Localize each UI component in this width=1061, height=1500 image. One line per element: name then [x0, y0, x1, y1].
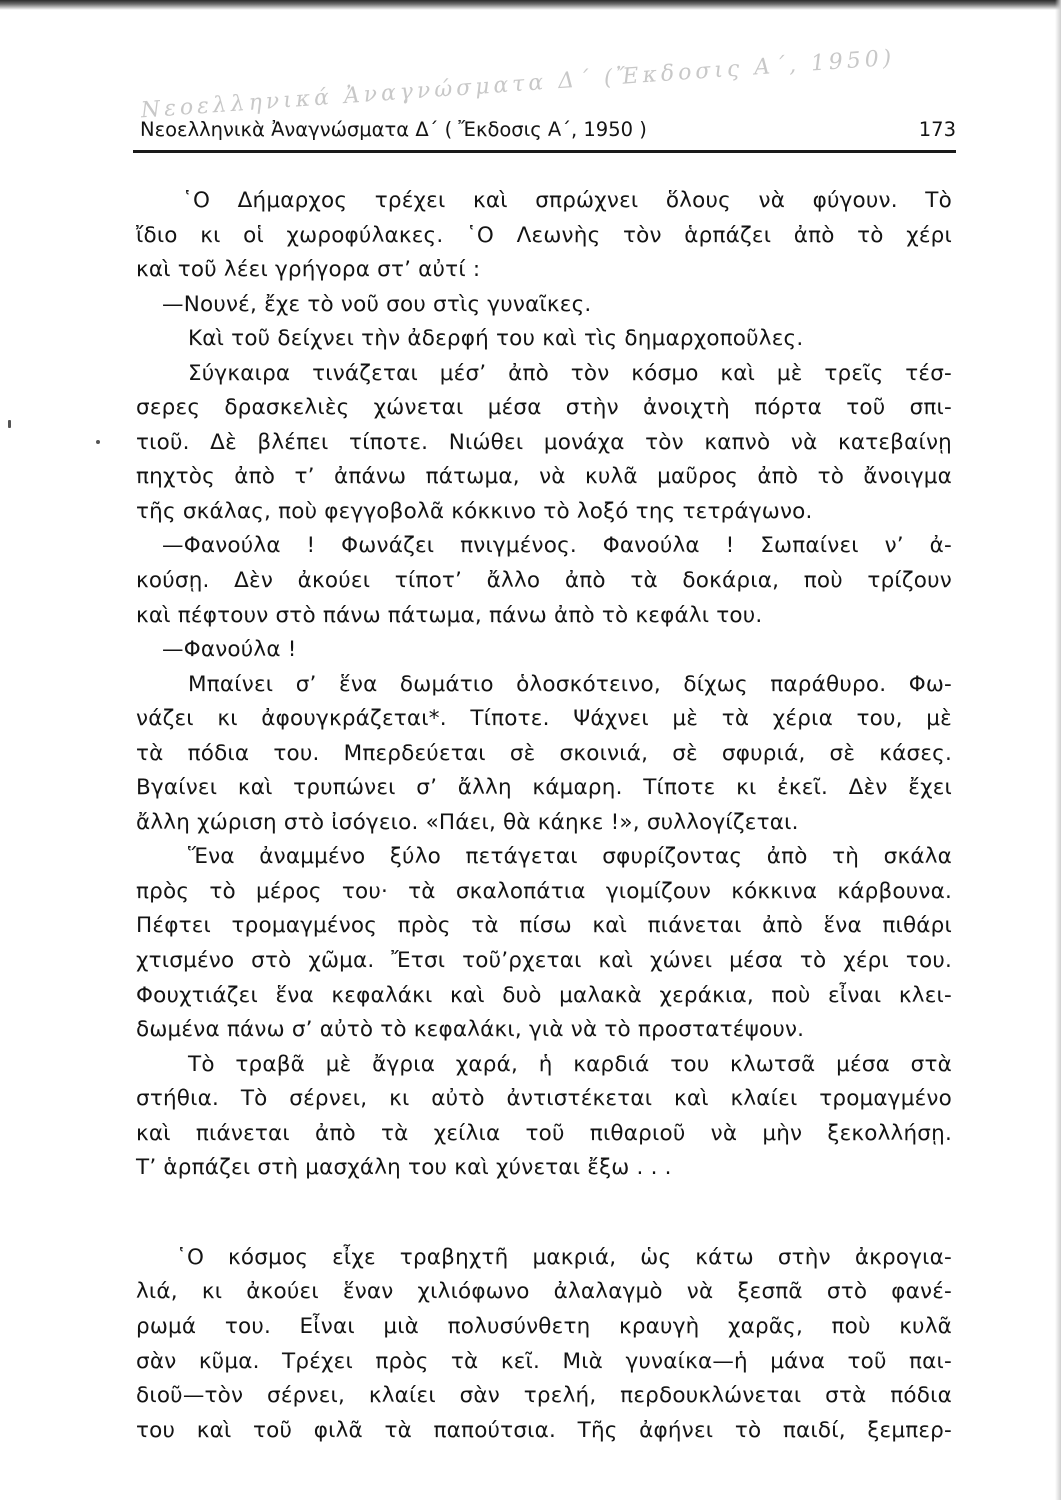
- text-line: σερες δρασκελιὲς χώνεται μέσα στὴν ἀνοιχτὴ πόρτα τοῦ σπι-: [136, 395, 952, 421]
- paragraph-1: [136, 184, 952, 1186]
- text-line: —Φανούλα !: [162, 637, 297, 663]
- body-text: [136, 184, 952, 1448]
- text-line: χτισμένο στὸ χῶμα. Ἔτσι τοῦ’ρχεται καὶ χώνει μέσα τὸ χέρι του.: [136, 948, 952, 974]
- text-line: κούσῃ. Δὲν ἀκούει τίποτ’ ἄλλο ἀπὸ τὰ δοκάρια, ποὺ τρίζουν: [136, 568, 952, 594]
- page-header: [140, 118, 956, 148]
- text-line: Μπαίνει σ’ ἕνα δωμάτιο ὁλοσκότεινο, δίχως παράθυρο. Φω-: [188, 671, 952, 697]
- text-line: ἴδιο κι οἱ χωροφύλακες. ῾Ο Λεωνὴς τὸν ἁρπάζει ἀπὸ τὸ χέρι: [136, 222, 952, 248]
- text-line: σὰν κῦμα. Τρέχει πρὸς τὰ κεῖ. Μιὰ γυναίκα—ἡ μάνα τοῦ παι-: [136, 1348, 952, 1374]
- text-line: Φουχτιάζει ἕνα κεφαλάκι καὶ δυὸ μαλακὰ χεράκια, ποὺ εἶναι κλει-: [136, 982, 952, 1008]
- text-line: διοῦ—τὸν σέρνει, κλαίει σὰν τρελή, περδουκλώνεται στὰ πόδια: [136, 1383, 952, 1409]
- scan-speck: [8, 420, 11, 428]
- text-line: καὶ τοῦ λέει γρήγορα στ’ αὐτί :: [136, 257, 481, 283]
- text-line: —Φανούλα ! Φωνάζει πνιγμένος. Φανούλα ! Σωπαίνει ν’ ἀ-: [162, 533, 952, 559]
- text-line: δωμένα πάνω σ’ αὐτὸ τὸ κεφαλάκι, γιὰ νὰ τὸ προστατέψουν.: [136, 1017, 805, 1043]
- text-line: πηχτὸς ἀπὸ τ’ ἀπάνω πάτωμα, νὰ κυλᾶ μαῦρος ἀπὸ τὸ ἄνοιγμα: [136, 464, 952, 490]
- text-line: —Νουνέ, ἔχε τὸ νοῦ σου στὶς γυναῖκες.: [162, 291, 592, 317]
- text-line: ἄλλη χώριση στὸ ἰσόγειο. «Πάει, θὰ κάηκε !», συλλογίζεται.: [136, 809, 799, 835]
- scan-right-edge: [1055, 0, 1061, 1500]
- text-line: Πέφτει τρομαγμένος πρὸς τὰ πίσω καὶ πιάνεται ἀπὸ ἕνα πιθάρι: [136, 913, 952, 939]
- text-line: Τὸ τραβᾶ μὲ ἄγρια χαρά, ἡ καρδιά του κλωτσᾶ μέσα στὰ: [188, 1051, 952, 1077]
- text-line: ῾Ο Δήμαρχος τρέχει καὶ σπρώχνει ὅλους νὰ φύγουν. Τὸ: [182, 188, 952, 213]
- text-line: λιά, κι ἀκούει ἕναν χιλιόφωνο ἀλαλαγμὸ νὰ ξεσπᾶ στὸ φανέ-: [136, 1279, 952, 1305]
- text-line: Τ’ ἁρπάζει στὴ μασχάλη του καὶ χύνεται ἔξω . . .: [136, 1155, 672, 1181]
- text-line: ρωμά του. Εἶναι μιὰ πολυσύνθετη κραυγὴ χαρᾶς, ποὺ κυλᾶ: [136, 1313, 952, 1339]
- text-line: τῆς σκάλας, ποὺ φεγγοβολᾶ κόκκινο τὸ λοξό της τετράγωνο.: [136, 498, 813, 524]
- scan-top-edge: [0, 0, 1061, 10]
- paragraph-2: [136, 1241, 952, 1448]
- handwritten-note: Νεοελληνικά Ἀναγνώσματα Δ΄ (Ἔκδοσις Α΄, 1950): [140, 45, 897, 124]
- text-line: καὶ πιάνεται ἀπὸ τὰ χείλια τοῦ πιθαριοῦ νὰ μὴν ξεκολλήσῃ.: [136, 1120, 952, 1146]
- running-head: Νεοελληνικὰ Ἀναγνώσματα Δ΄ ( Ἔκδοσις Α΄, 1950 ): [140, 118, 647, 141]
- text-line: ῾Ο κόσμος εἶχε τραβηχτῆ μακριά, ὡς κάτω στὴν ἀκρογια-: [176, 1244, 952, 1270]
- text-line: Σύγκαιρα τινάζεται μέσ’ ἀπὸ τὸν κόσμο καὶ μὲ τρεῖς τέσ-: [188, 360, 952, 386]
- text-line: καὶ πέφτουν στὸ πάνω πάτωμα, πάνω ἀπὸ τὸ κεφάλι του.: [136, 602, 763, 628]
- page-number: 173: [918, 118, 956, 141]
- section-break: [136, 1186, 952, 1241]
- text-line: τὰ πόδια του. Μπερδεύεται σὲ σκοινιά, σὲ σφυριά, σὲ κάσες.: [136, 740, 952, 766]
- text-line: νάζει κι ἀφουγκράζεται*. Τίποτε. Ψάχνει μὲ τὰ χέρια του, μὲ: [136, 706, 952, 732]
- text-line: πρὸς τὸ μέρος του· τὰ σκαλοπάτια γιομίζουν κόκκινα κάρβουνα.: [136, 878, 952, 904]
- text-line: Ἕνα ἀναμμένο ξύλο πετάγεται σφυρίζοντας ἀπὸ τὴ σκάλα: [188, 844, 952, 870]
- scan-speck: [96, 440, 100, 444]
- text-line: του καὶ τοῦ φιλᾶ τὰ παπούτσια. Τῆς ἀφήνει τὸ παιδί, ξεμπερ-: [136, 1417, 952, 1443]
- header-rule: [133, 150, 956, 153]
- text-line: Βγαίνει καὶ τρυπώνει σ’ ἄλλη κάμαρη. Τίποτε κι ἐκεῖ. Δὲν ἔχει: [136, 775, 952, 801]
- text-line: τιοῦ. Δὲ βλέπει τίποτε. Νιώθει μονάχα τὸν καπνὸ νὰ κατεβαίνῃ: [136, 429, 952, 455]
- text-line: Καὶ τοῦ δείχνει τὴν ἀδερφή του καὶ τὶς δημαρχοποῦλες.: [188, 326, 804, 352]
- text-line: στήθια. Τὸ σέρνει, κι αὐτὸ ἀντιστέκεται καὶ κλαίει τρομαγμένο: [136, 1086, 952, 1112]
